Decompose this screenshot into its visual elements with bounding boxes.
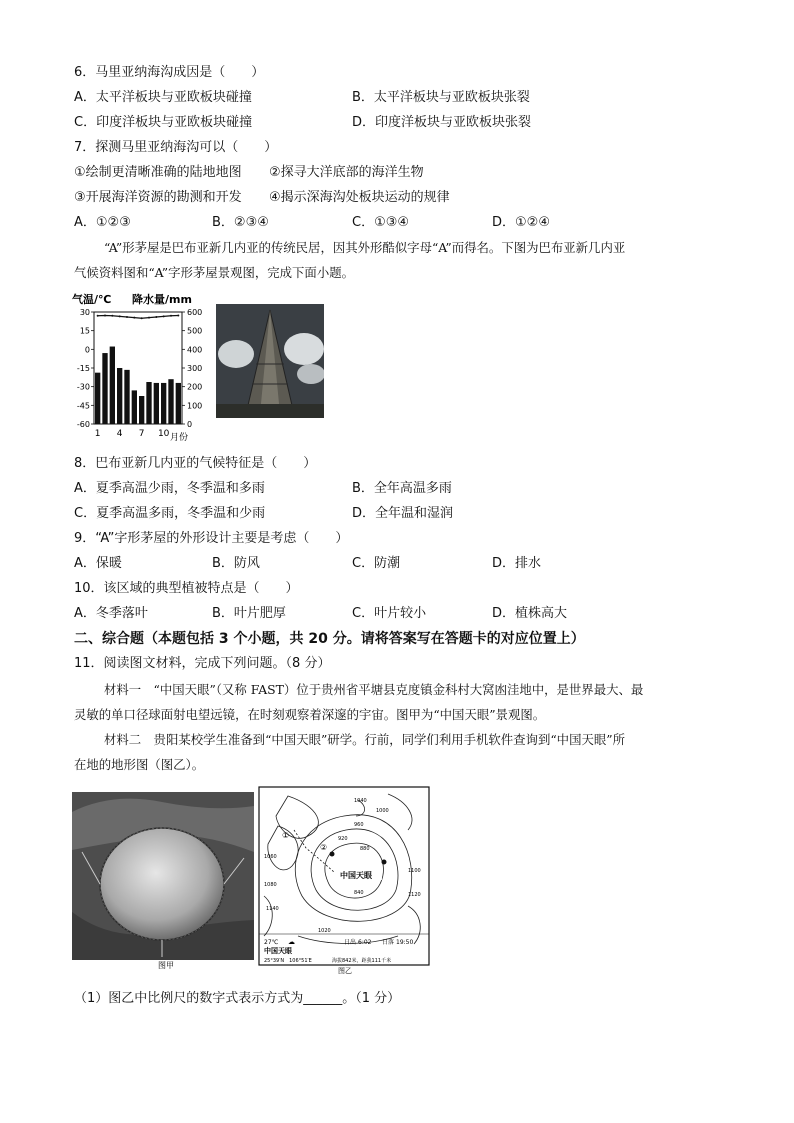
cloud-icon: ☁ [288, 938, 295, 946]
right-tick-label: 200 [187, 382, 203, 392]
q6-option-b: B．太平洋板块与亚欧板块张裂 [352, 90, 530, 105]
precipitation-bar [132, 390, 137, 424]
left-tick-label: -15 [76, 364, 90, 373]
right-tick-label: 100 [187, 401, 203, 411]
map-point-2: ② [320, 843, 328, 852]
temperature-point [170, 315, 172, 317]
q10-option-c: C．叶片较小 [352, 606, 427, 621]
q9-option-c: C．防潮 [352, 556, 401, 571]
fast-telescope-photo [72, 792, 254, 970]
left-tick-label: -30 [76, 382, 90, 392]
q11-material1-line1: 材料一 “中国天眼”（又称 FAST）位于贵州省平塘县克度镇金科村大窝凼洼地中，是世界最大、最 [104, 682, 644, 697]
precipitation-bar [176, 383, 181, 424]
temperature-point [148, 317, 150, 319]
x-tick-label: 4 [116, 429, 123, 439]
left-tick-label: 15 [79, 326, 90, 336]
map-center-label: 中国天眼 [340, 871, 372, 880]
temperature-point [141, 317, 143, 319]
q7-item-1: ①绘制更清晰准确的陆地地图 [74, 165, 242, 180]
map-coords: 25°39′N 106°51′E [264, 958, 312, 964]
temperature-line [98, 315, 179, 318]
precipitation-bar [139, 396, 144, 424]
q11-material1-line2: 灵敏的单口径球面射电望远镜，在时刻观察着深邃的宇宙。图甲为“中国天眼”景观图。 [74, 707, 546, 722]
q7-option-b: B．②③④ [212, 215, 269, 230]
chart-ylabel-right: 降水量/mm [132, 293, 192, 306]
precipitation-bar [95, 373, 100, 424]
figure-a-caption: 图甲 [158, 961, 174, 970]
figure-b-caption: 图乙 [338, 967, 352, 974]
q7-option-c: C．①③④ [352, 215, 410, 230]
precipitation-bar [168, 379, 173, 424]
temperature-point [163, 315, 165, 317]
q8-option-c: C．夏季高温多雨，冬季温和少雨 [74, 506, 266, 521]
q11-material2-line2: 在地的地形图（图乙）。 [74, 757, 205, 772]
q10-stem: 10．该区域的典型植被特点是（ ） [74, 581, 299, 596]
chart-xlabel: 月份 [170, 433, 189, 443]
q9-option-a: A．保暖 [74, 556, 122, 571]
q6-option-d: D．印度洋板块与亚欧板块张裂 [352, 115, 532, 130]
q11-sub1: （1）图乙中比例尺的数字式表示方式为______。（1 分） [74, 991, 401, 1006]
right-tick-label: 500 [187, 326, 203, 336]
temperature-point [104, 314, 106, 316]
map-contour-1040: 1040 [354, 798, 367, 804]
map-weather: 27℃ [264, 939, 279, 946]
temperature-point [119, 315, 121, 317]
q10-option-b: B．叶片肥厚 [212, 606, 286, 621]
map-contour-1100: 1100 [408, 868, 421, 874]
q8-stem: 8．巴布亚新几内亚的气候特征是（ ） [74, 456, 317, 471]
right-tick-label: 400 [187, 345, 203, 355]
precipitation-bar [110, 347, 115, 424]
q10-option-d: D．植株高大 [492, 606, 568, 621]
temperature-point [155, 316, 157, 318]
map-sunrise-label: 日出 [344, 939, 357, 946]
q11-material2-line1: 材料二 贵阳某校学生准备到“中国天眼”研学。行前，同学们利用手机软件查询到“中国天眼”所 [104, 732, 625, 747]
map-contour-1060: 1060 [264, 854, 277, 860]
q9-option-b: B．防风 [212, 556, 260, 571]
q6-stem: 6．马里亚纳海沟成因是（ ） [74, 65, 265, 80]
q7-item-2: ②探寻大洋底部的海洋生物 [269, 165, 424, 180]
x-tick-label: 7 [138, 429, 145, 439]
map-sunrise: 6:02 [358, 939, 372, 946]
q7-option-a: A．①②③ [74, 215, 131, 230]
q11-stem: 11．阅读图文材料，完成下列问题。（8 分） [74, 656, 331, 671]
map-contour-1120: 1120 [408, 892, 421, 898]
left-tick-label: 30 [79, 308, 90, 317]
temperature-point [111, 315, 113, 317]
map-contour-880: 880 [360, 846, 370, 852]
right-tick-label: 300 [187, 364, 203, 373]
q9-stem: 9．“A”字形茅屋的外形设计主要是考虑（ ） [74, 531, 349, 546]
section2-title: 二、综合题（本题包括 3 个小题，共 20 分。请将答案写在答题卡的对应位置上） [74, 631, 585, 647]
precipitation-bar [124, 370, 129, 424]
temperature-point [97, 315, 99, 317]
left-tick-label: 0 [84, 345, 90, 355]
precipitation-bar [102, 353, 107, 424]
q8-option-b: B．全年高温多雨 [352, 481, 452, 496]
map-contour-920: 920 [338, 836, 348, 842]
map-sunset-label: 日落 [382, 939, 395, 946]
q7-item-3: ③开展海洋资源的勘测和开发 [74, 190, 242, 205]
q6-option-a: A．太平洋板块与亚欧板块碰撞 [74, 90, 252, 105]
q10-option-a: A．冬季落叶 [74, 606, 148, 621]
q6-option-c: C．印度洋板块与亚欧板块碰撞 [74, 115, 253, 130]
temperature-point [126, 316, 128, 318]
map-contour-960: 960 [354, 822, 364, 828]
precipitation-bar [117, 368, 122, 424]
temperature-point [177, 314, 179, 316]
q7-option-d: D．①②④ [492, 215, 550, 230]
topographic-map [258, 786, 430, 974]
map-elevation: 海拔842米，距我111千米 [332, 958, 392, 964]
left-tick-label: -60 [76, 420, 90, 429]
intro-a-line1: “A”形茅屋是巴布亚新几内亚的传统民居，因其外形酷似字母“A”而得名。下图为巴布亚新几内亚 [104, 240, 626, 255]
map-contour-1020: 1020 [318, 928, 331, 934]
right-tick-label: 600 [187, 308, 203, 317]
q7-stem: 7．探测马里亚纳海沟可以（ ） [74, 140, 278, 155]
map-sunset: 19:50 [396, 939, 414, 946]
precipitation-bar [154, 383, 159, 424]
intro-a-line2: 气候资料图和“A”字形茅屋景观图，完成下面小题。 [74, 265, 354, 280]
right-tick-label: 0 [187, 420, 193, 429]
x-tick-label: 1 [94, 429, 101, 439]
map-point-1: ① [282, 831, 290, 840]
map-contour-1080: 1080 [264, 882, 277, 888]
q7-item-4: ④揭示深海沟处板块运动的规律 [269, 190, 450, 205]
q8-option-d: D．全年温和湿润 [352, 506, 454, 521]
precipitation-bar [161, 383, 166, 424]
q9-option-d: D．排水 [492, 556, 542, 571]
climate-chart [70, 290, 210, 445]
map-contour-1140: 1140 [266, 906, 279, 912]
map-bottom-title: 中国天眼 [264, 947, 292, 955]
precipitation-bar [146, 382, 151, 424]
chart-ylabel-left: 气温/℃ [72, 293, 112, 306]
q8-option-a: A．夏季高温少雨，冬季温和多雨 [74, 481, 265, 496]
map-contour-840: 840 [354, 890, 364, 896]
a-frame-hut-photo [216, 304, 324, 418]
left-tick-label: -45 [76, 401, 90, 411]
x-tick-label: 10 [157, 429, 170, 439]
map-contour-1000: 1000 [376, 808, 389, 814]
temperature-point [133, 317, 135, 319]
